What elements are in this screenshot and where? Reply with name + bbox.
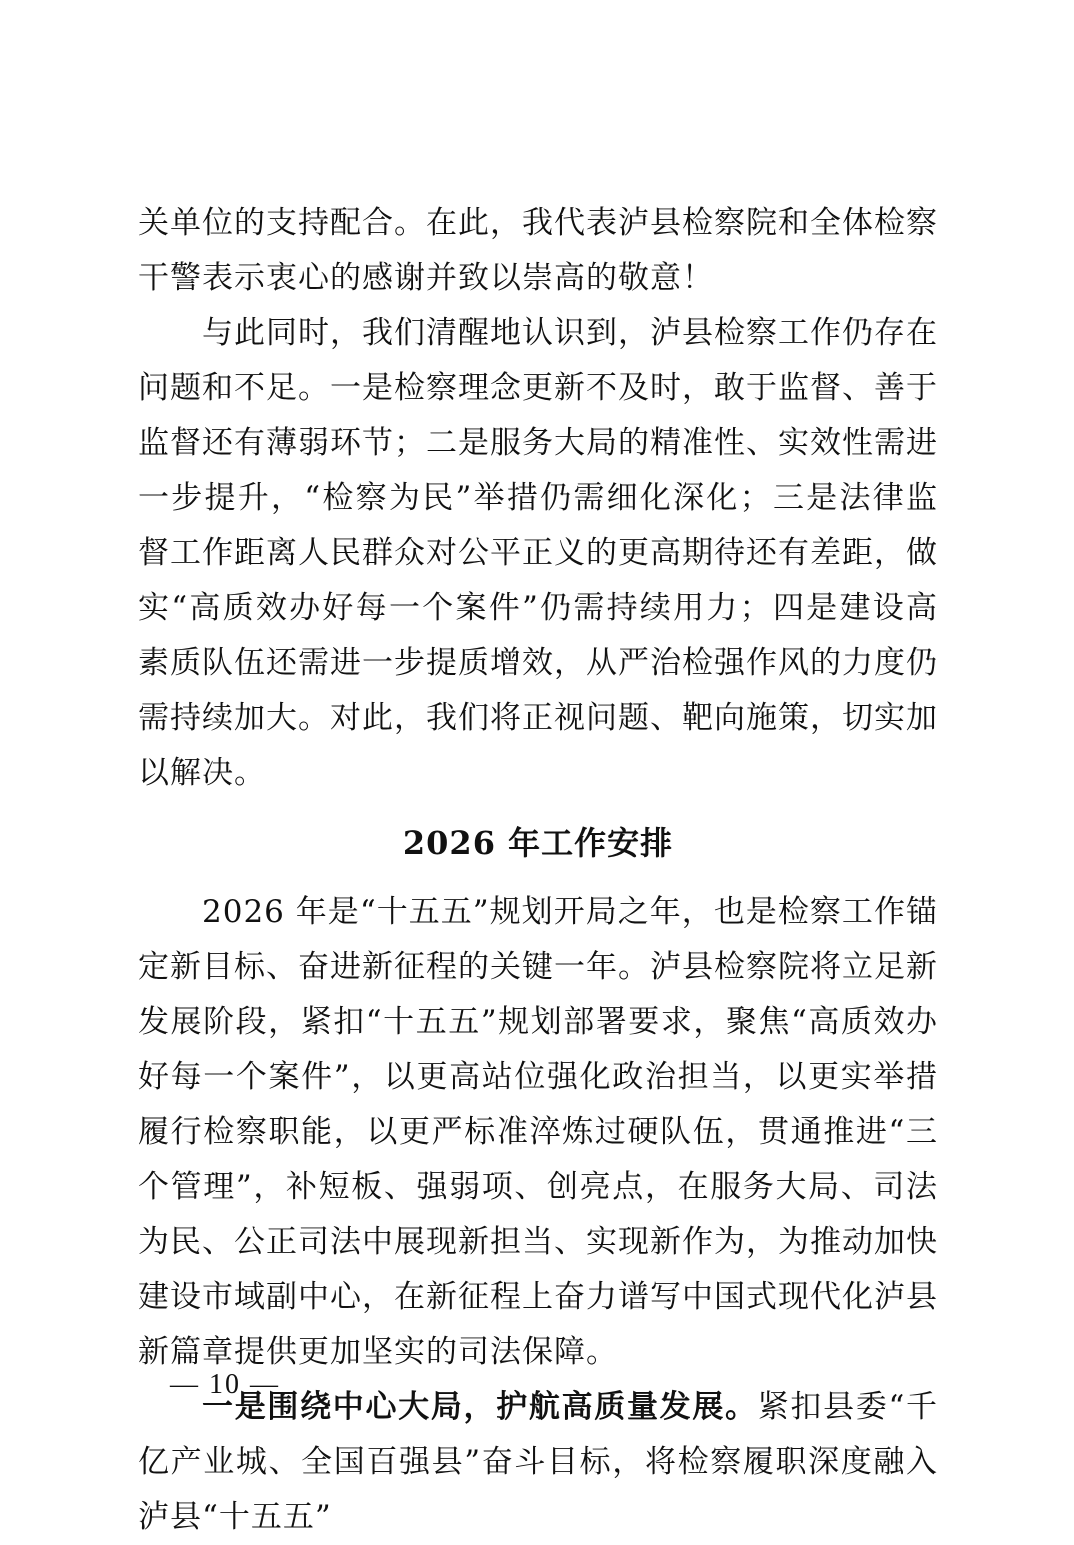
paragraph-shortcomings: 与此同时，我们清醒地认识到，泸县检察工作仍存在问题和不足。一是检察理念更新不及时，敢于监督、善于监督还有薄弱环节；二是服务大局的精准性、实效性需进一步提升，“检察为民”举措仍需细化深化；三是法律监督工作距离人民群众对公平正义的更高期待还有差距，做实“高质效办好每一个案件”仍需持续用力；四是建设高素质队伍还需进一步提质增效，从严治检强作风的力度仍需持续加大。对此，我们将正视问题、靶向施策，切实加以解决。 xyxy=(138,315,938,791)
page-number: — 10 — xyxy=(170,1369,280,1400)
section-heading: 2026 年工作安排 xyxy=(402,824,674,862)
paragraph-continuation: 关单位的支持配合。在此，我代表泸县检察院和全体检察干警表示衷心的感谢并致以崇高的敬意！ xyxy=(138,205,938,296)
paragraph-lead-bold: 一是围绕中心大局，护航高质量发展。 xyxy=(202,1389,758,1425)
paragraph-body-text: 紧扣县委“千亿产业城、全国百强县”奋斗目标，将检察履职深度融入泸县“十五五” xyxy=(138,1389,938,1535)
paragraph-work-item-one xyxy=(138,1380,938,1545)
document-body xyxy=(138,196,938,1545)
paragraph-work-plan-intro: 2026 年是“十五五”规划开局之年，也是检察工作锚定新目标、奋进新征程的关键一年。泸县检察院将立足新发展阶段，紧扣“十五五”规划部署要求，聚焦“高质效办好每一个案件”，以更高站位强化政治担当，以更实举措履行检察职能，以更严标准淬炼过硬队伍，贯通推进“三个管理”，补短板、强弱项、创亮点，在服务大局、司法为民、公正司法中展现新担当、实现新作为，为推动加快建设市域副中心，在新征程上奋力谱写中国式现代化泸县新篇章提供更加坚实的司法保障。 xyxy=(138,894,938,1370)
